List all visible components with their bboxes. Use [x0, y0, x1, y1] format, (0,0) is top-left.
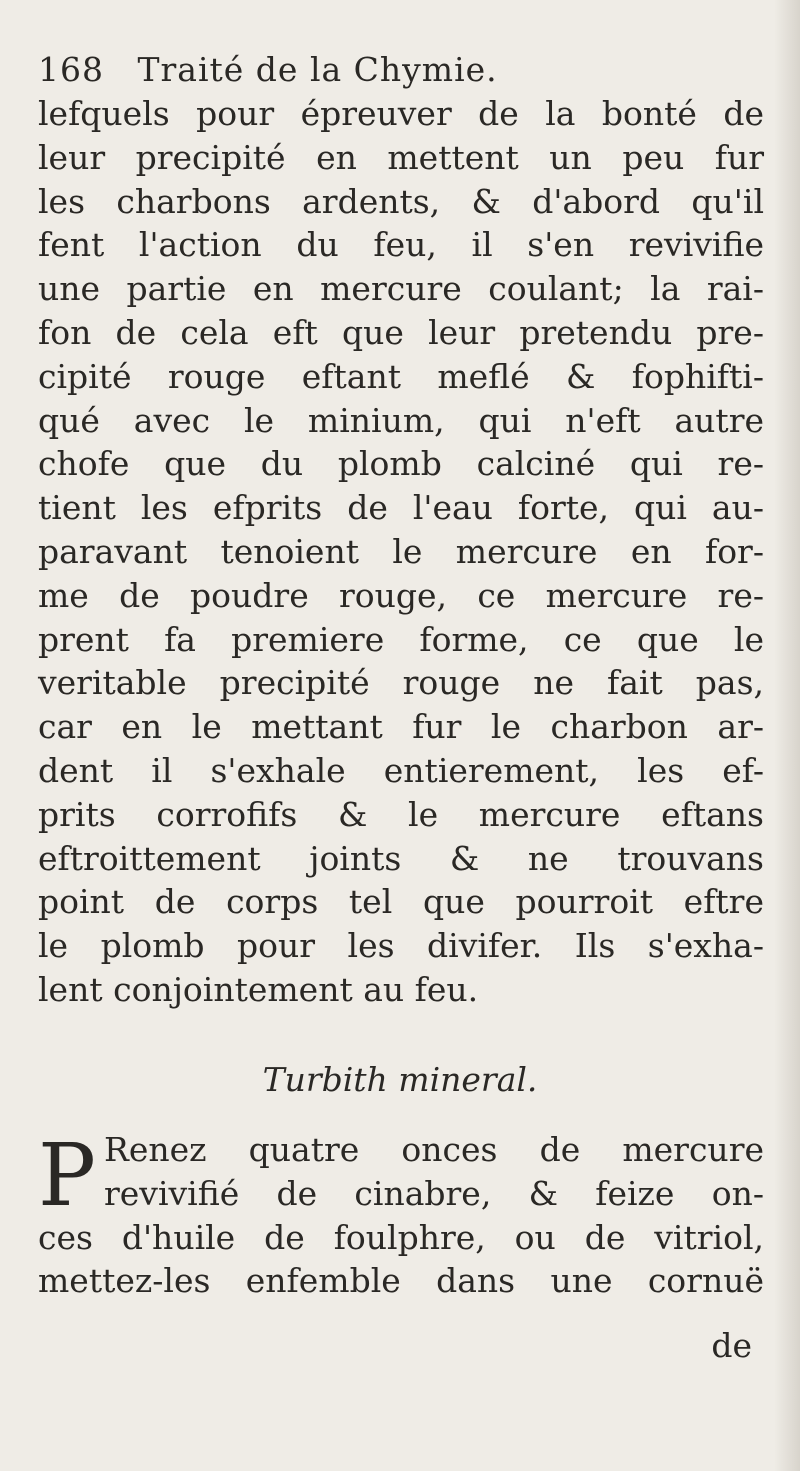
text-line: qué avec le minium, qui n'eft autre: [38, 400, 764, 440]
drop-cap: P: [38, 1126, 96, 1226]
text-line: eftroittement joints & ne trouvans: [38, 838, 764, 878]
running-head: [38, 50, 778, 89]
page-number: 168: [38, 50, 104, 89]
text-line: fent l'action du feu, il s'en revivifie: [38, 225, 764, 265]
text-line: chofe que du plomb calciné qui re-: [38, 444, 764, 484]
running-title: Traité de la Chymie.: [137, 50, 498, 89]
text-line: Renez quatre onces de mercure: [104, 1130, 764, 1169]
text-line: me de poudre rouge, ce mercure re-: [38, 575, 764, 615]
text-line: fon de cela eft que leur pretendu pre-: [38, 312, 764, 352]
text-line: mettez-les enfemble dans une cornuë: [38, 1261, 764, 1301]
text-line: revivifié de cinabre, & feize on-: [104, 1173, 764, 1213]
text-line: prent fa premiere forme, ce que le: [38, 619, 764, 659]
text-line: une partie en mercure coulant; la rai-: [38, 269, 764, 309]
text-line: point de corps tel que pourroit eftre: [38, 882, 764, 922]
text-line: ces d'huile de foulphre, ou de vitriol,: [38, 1217, 764, 1257]
text-line: veritable precipité rouge ne fait pas,: [38, 663, 764, 703]
text-line: prits corrofifs & le mercure eftans: [38, 794, 764, 834]
text-line: lent conjointement au feu.: [38, 969, 479, 1009]
catchword: de: [711, 1326, 752, 1365]
text-line: dent il s'exhale entierement, les ef-: [38, 750, 764, 790]
text-line: tient les efprits de l'eau forte, qui au-: [38, 488, 764, 528]
text-line: le plomb pour les divifer. Ils s'exha-: [38, 926, 764, 966]
text-line: les charbons ardents, & d'abord qu'il: [38, 181, 764, 221]
text-line: cipité rouge eftant meflé & fophifti-: [38, 356, 764, 396]
paragraph-2: [38, 1128, 764, 1303]
section-title: Turbith mineral.: [262, 1060, 538, 1099]
text-line: car en le mettant fur le charbon ar-: [38, 707, 764, 747]
paragraph-1: [38, 92, 764, 1012]
text-line: paravant tenoient le mercure en for-: [38, 531, 764, 571]
text-line: lefquels pour épreuver de la bonté de: [38, 94, 764, 133]
text-line: leur precipité en mettent un peu fur: [38, 137, 764, 177]
